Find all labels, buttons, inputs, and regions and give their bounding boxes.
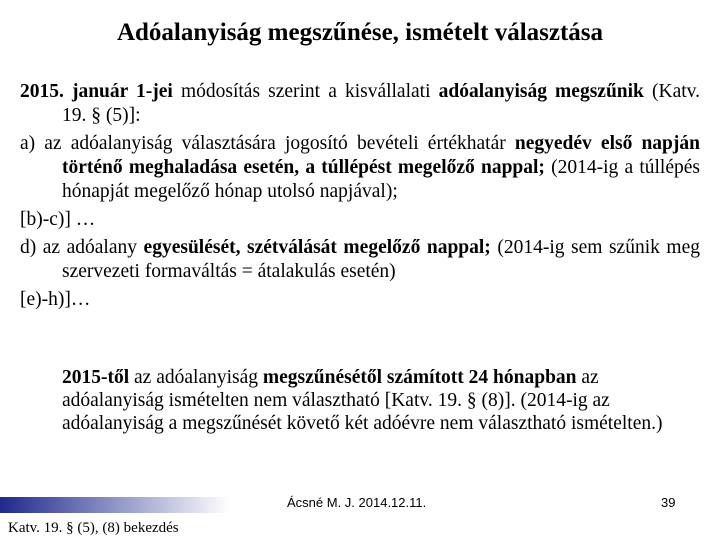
- item-d-text-1: d) az adóalany: [20, 237, 144, 258]
- intro-date: 2015. január 1-jei: [20, 81, 173, 102]
- item-a-emphasis: negyedév első napján történő meghaladása esetén, a túllépést megelőző nappal;: [62, 133, 700, 178]
- block2-year: 2015-től: [62, 367, 130, 388]
- block2-text-1: az adóalanyiság: [129, 367, 263, 388]
- item-d-text-2: (2014-ig sem szűnik meg szervezeti formaváltás = átalakulás esetén): [62, 237, 700, 282]
- item-a: [20, 132, 700, 204]
- footer-page-number: 39: [661, 495, 676, 510]
- footer-gradient-bar: [0, 497, 230, 513]
- block2-text-2: az adóalanyiság ismételten nem választható [Katv. 19. § (8)]. (2014-ig az adóalanyiság a megszűnését követő két adóévre nem választható ismételten.): [62, 367, 663, 434]
- item-d: [20, 236, 700, 284]
- footer-reference: Katv. 19. § (5), (8) bekezdés: [8, 520, 179, 536]
- item-a-text-2: (2014-ig a túllépés hónapját megelőző hónap utolsó napjával);: [62, 157, 700, 202]
- item-d-emphasis: egyesülését, szétválását megelőző nappal;: [143, 237, 491, 258]
- intro-paragraph: [20, 80, 700, 128]
- intro-text-1: módosítás szerint a kisvállalati: [172, 81, 439, 102]
- slide-body: [20, 80, 700, 316]
- intro-text-2: (Katv. 19. § (5)]:: [62, 81, 701, 126]
- block2-emphasis: megszűnésétől számított 24 hónapban: [262, 367, 577, 388]
- intro-emphasis: adóalanyiság megszűnik: [438, 81, 644, 102]
- item-e-h: [e)-h)]…: [20, 289, 91, 310]
- slide-title: Adóalanyiság megszűnése, ismételt választása: [116, 19, 604, 46]
- item-b-c: [b)-c)] …: [20, 209, 96, 230]
- item-a-text-1: a) az adóalanyiság választására jogosító bevételi értékhatár: [20, 133, 515, 154]
- second-block: [62, 366, 702, 435]
- footer-author-date: Ácsné M. J. 2014.12.11.: [287, 495, 427, 510]
